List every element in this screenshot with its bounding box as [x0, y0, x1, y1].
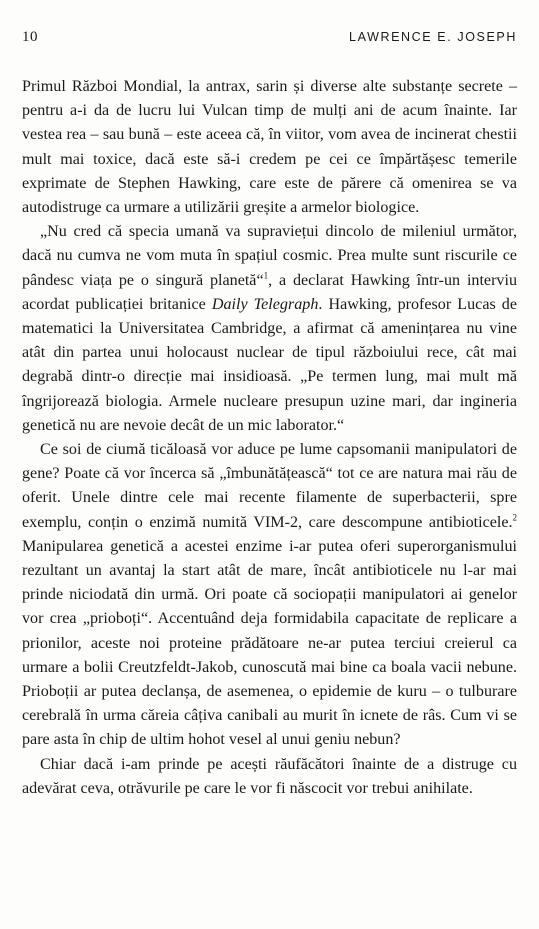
paragraph-text: Primul Război Mondial, la antrax, sarin și diverse alte substanțe secrete – pentru a-i da de lucru lui Vulcan timp de mulți ani de acum înainte. Iar vestea rea – sau bună – este aceea că, în viitor, vom avea de incinerat chestii mult mai toxice, dacă este să-i credem pe cei ce împărtășesc temerile exprimate de Stephen Hawking, care este de părere că omenirea se va autodistruge ca urmare a utilizării greșite a armelor biologice.	[22, 78, 517, 217]
paragraph-text: Manipularea genetică a acestei enzime i-ar putea oferi superorganismului rezultant un avantaj la start atât de mare, încât antibioticele nu l-ar mai prinde niciodată din urmă. Ori poate că sociopații manipulatori ai genelor vor crea „prioboți“. Accentuând deja formidabila capacitate de replicare a prionilor, aceste noi proteine prădătoare ne-ar putea terciui creierul ca urmare a bolii Creutzfeldt-Jakob, cunoscută mai bine ca boala vacii nebune. Prioboții ar putea declanșa, de asemenea, o epidemie de kuru – o tulburare cerebrală în urma căreia câțiva canibali au murit în icnete de râs. Cum vi se pare asta în chip de ultim hohot vesel al unui geniu nebun?	[22, 537, 517, 749]
body-text	[22, 75, 517, 801]
footnote-marker: 2	[512, 512, 517, 523]
paragraph-4	[22, 753, 517, 801]
page-number: 10	[22, 29, 38, 45]
running-head-author: LAWRENCE E. JOSEPH	[349, 30, 517, 44]
paragraph-text: „Nu cred că specia umană va supraviețui dincolo de mileniul următor, dacă nu cumva ne vom muta în spațiul cosmic. Prea multe sunt riscurile ce pândesc viața pe o singură planetă“	[22, 223, 517, 289]
paragraph-text: . Hawking, profesor Lucas de matematici la Universitatea Cambridge, a afirmat că amenințarea nu vine atât din partea unui holocaust nuclear de tipul războiului rece, cât mai degrabă dintr-o direcție mai insidioasă. „Pe termen lung, mai mult mă îngrijorează biologia. Armele nucleare presupun uzine mari, dar ingineria genetică nu are nevoie decât de un mic laborator.“	[22, 295, 517, 434]
paragraph-3	[22, 438, 517, 753]
publication-title: Daily Telegraph	[211, 295, 319, 313]
footnote-marker: 1	[263, 270, 269, 281]
paragraph-text: , a declarat Hawking într-un interviu acordat publicației britanice	[22, 271, 518, 313]
page-header	[22, 29, 517, 49]
paragraph-text: Ce soi de ciumă ticăloasă vor aduce pe lume capsomanii manipulatori de gene? Poate că vor încerca să „îmbunătățească“ tot ce are natura mai rău de oferit. Unele dintre cele mai recente filamente de superbacterii, spre exemplu, conțin o enzimă numită VIM-2, care descompune antibioticele.	[22, 441, 517, 531]
paragraph-2	[22, 220, 517, 438]
paragraph-text: Chiar dacă i-am prinde pe acești răufăcători înainte de a distruge cu adevărat ceva, otrăvurile pe care le vor fi născocit vor trebui anihilate.	[22, 755, 517, 797]
paragraph-1	[22, 75, 517, 220]
